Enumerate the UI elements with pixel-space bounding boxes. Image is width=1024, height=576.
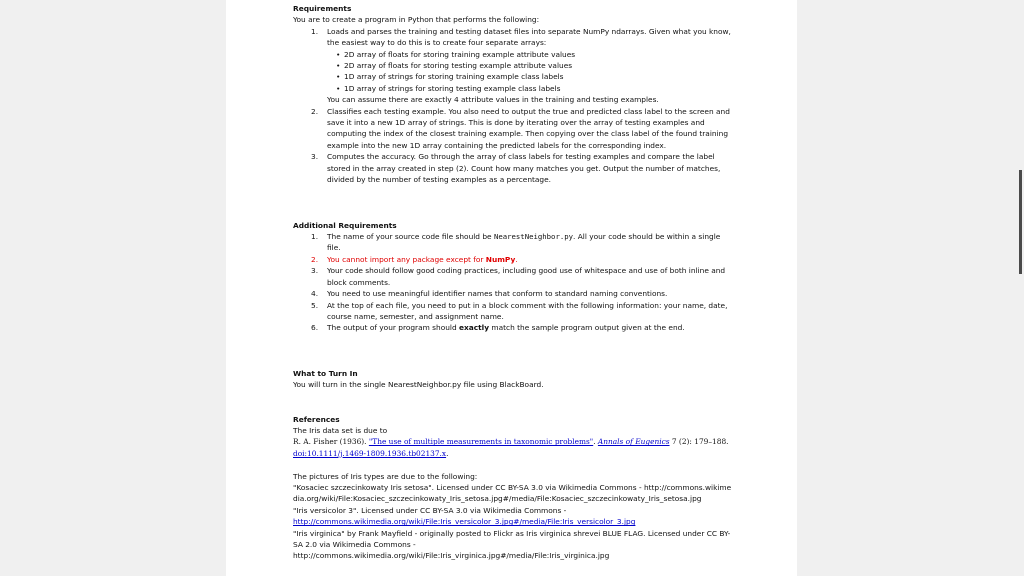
item-number: 2. bbox=[311, 106, 319, 116]
additional-list bbox=[293, 231, 733, 334]
item-text: . All your code should be within a single file. bbox=[327, 232, 721, 253]
list-item bbox=[293, 151, 733, 185]
references-heading: References bbox=[293, 414, 340, 424]
assume-note: You can assume there are exactly 4 attribute values in the training and testing examples. bbox=[327, 95, 659, 105]
item-text: Your code should follow good coding practices, including good use of whitespace and use of both inline and block comments. bbox=[327, 266, 726, 287]
virginica-url: http://commons.wikimedia.org/wiki/File:Iris_virginica.jpg#/media/File:Iris_virginica.jpg bbox=[293, 551, 610, 561]
picture-credit-setosa: "Kosaciec szczecinkowaty Iris setosa". Licensed under CC BY-SA 3.0 via Wikimedia Commons - http://commons.wikimedia.org/wiki/File:Kosaciec_szczecinkowaty_Iris_setosa.jpg#/media/File:Kosaciec_szczecinkowaty_Iris_setosa.jpg bbox=[293, 482, 732, 504]
bullet-icon: • bbox=[336, 49, 341, 59]
turn-in-heading: What to Turn In bbox=[293, 368, 358, 378]
item-number: 3. bbox=[311, 266, 319, 276]
item-text: Loads and parses the training and testing dataset files into separate NumPy ndarrays. Given what you know, the easiest way to do this is to create four separate arrays: bbox=[327, 26, 731, 48]
list-item bbox=[293, 300, 733, 323]
iris-due-text: The Iris data set is due to bbox=[293, 425, 388, 435]
item-number: 5. bbox=[311, 300, 319, 310]
list-item bbox=[293, 231, 733, 254]
bullet-text: 1D array of strings for storing training example class labels bbox=[344, 72, 564, 82]
item-number: 2. bbox=[311, 254, 319, 264]
bullet-item bbox=[293, 83, 733, 94]
bullet-item bbox=[293, 71, 733, 82]
item-number: 1. bbox=[311, 26, 319, 36]
filename-code: NearestNeighbor.py bbox=[493, 232, 574, 242]
item-text: Classifies each testing example. You also need to output the true and predicted class label to the screen and save it into a new 1D array of strings. This is done by iterating over the array of testing examples and computing the index of the closest training example. Then copying over the class label of the found training example into the new 1D array containing the predicted labels for the corresponding index. bbox=[327, 106, 730, 150]
item-number: 4. bbox=[311, 289, 319, 299]
turn-in-text: You will turn in the single NearestNeighbor.py file using BlackBoard. bbox=[293, 380, 544, 390]
item-text: The output of your program should bbox=[327, 323, 459, 333]
item-text: You cannot import any package except for bbox=[327, 254, 486, 264]
requirements-intro: You are to create a program in Python that performs the following: bbox=[293, 15, 540, 25]
bullet-text: 2D array of floats for storing testing example attribute values bbox=[344, 61, 573, 71]
item-number: 6. bbox=[311, 323, 319, 333]
fisher-citation bbox=[293, 436, 733, 459]
item-text: match the sample program output given at the end. bbox=[489, 323, 685, 333]
bullet-icon: • bbox=[336, 72, 341, 82]
list-item bbox=[293, 254, 733, 265]
citation-end: . bbox=[446, 448, 449, 458]
pictures-intro: The pictures of Iris types are due to the following: bbox=[293, 471, 478, 481]
journal-link[interactable]: Annals of Eugenics bbox=[597, 437, 670, 447]
item-number: 1. bbox=[311, 232, 319, 242]
versicolor-link[interactable]: http://commons.wikimedia.org/wiki/File:Iris_versicolor_3.jpg#/media/File:Iris_versicolor_3.jpg bbox=[293, 517, 636, 527]
citation-sep: . bbox=[593, 437, 598, 447]
item-text: At the top of each file, you need to put in a block comment with the following information: your name, date, course name, semester, and assignment name. bbox=[327, 300, 728, 321]
fisher-title-link[interactable]: "The use of multiple measurements in taxonomic problems" bbox=[368, 437, 594, 447]
citation-author: R. A. Fisher (1936). bbox=[293, 437, 369, 447]
list-item bbox=[293, 265, 733, 288]
exactly-bold: exactly bbox=[459, 323, 490, 333]
bullet-icon: • bbox=[336, 61, 341, 71]
bullet-icon: • bbox=[336, 83, 341, 93]
picture-credit-virginica: "Iris virginica" by Frank Mayfield - originally posted to Flickr as Iris virginica shrevei BLUE FLAG. Licensed under CC BY-SA 2.0 via Wikimedia Commons - bbox=[293, 528, 731, 549]
document-page bbox=[226, 0, 797, 576]
requirements-list bbox=[293, 26, 733, 186]
picture-credit-versicolor: "Iris versicolor 3". Licensed under CC BY-SA 3.0 via Wikimedia Commons - bbox=[293, 505, 567, 515]
item-text: You need to use meaningful identifier names that conform to standard naming conventions. bbox=[327, 289, 668, 299]
list-item bbox=[293, 26, 733, 49]
citation-volume: 7 (2): 179–188. bbox=[669, 437, 729, 447]
additional-heading: Additional Requirements bbox=[293, 220, 397, 230]
bullet-item bbox=[293, 60, 733, 71]
bullet-item bbox=[293, 49, 733, 60]
requirements-heading: Requirements bbox=[293, 4, 352, 13]
list-item bbox=[293, 288, 733, 299]
item-number: 3. bbox=[311, 152, 319, 162]
item-text: The name of your source code file should be bbox=[327, 232, 494, 242]
document-content bbox=[293, 3, 733, 562]
numpy-bold: NumPy bbox=[485, 254, 516, 264]
list-item bbox=[293, 322, 733, 333]
item-text: Computes the accuracy. Go through the array of class labels for testing examples and compare the label stored in the array created in step (2). Count how many matches you get. Output the number of matches, divided by the number of testing examples as a percentage. bbox=[327, 152, 721, 185]
bullet-text: 2D array of floats for storing training example attribute values bbox=[344, 49, 576, 59]
vertical-scrollbar[interactable] bbox=[1019, 170, 1022, 274]
list-item bbox=[293, 106, 733, 152]
bullet-text: 1D array of strings for storing testing example class labels bbox=[344, 83, 561, 93]
item-text: . bbox=[515, 254, 518, 264]
doi-link[interactable]: doi:10.1111/j.1469-1809.1936.tb02137.x bbox=[293, 448, 447, 458]
